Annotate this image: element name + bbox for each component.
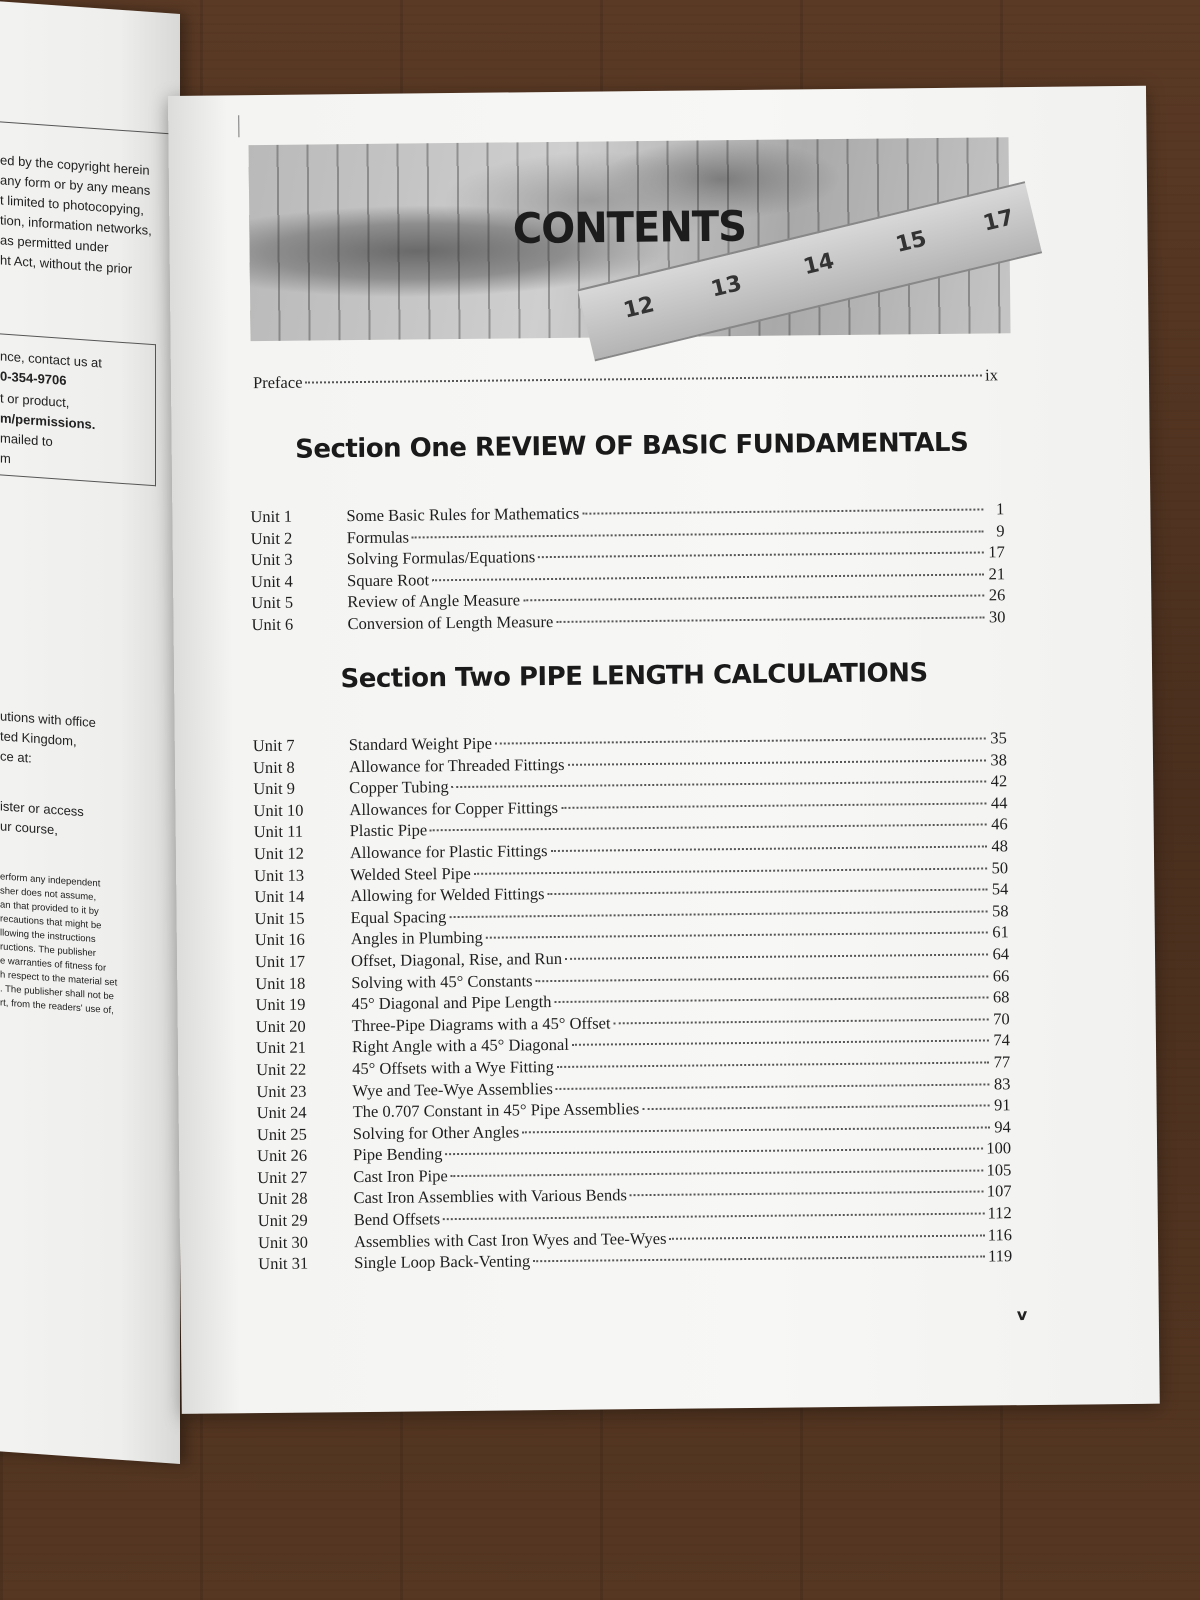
left-page-text: ister or access xyxy=(0,798,84,820)
left-page-text: t limited to photocopying, xyxy=(0,192,144,218)
tape-number: 14 xyxy=(801,248,837,281)
unit-number: Unit 25 xyxy=(256,1124,307,1144)
contents-banner xyxy=(249,137,1017,341)
dot-leader xyxy=(582,508,983,514)
unit-page: 46 xyxy=(991,814,1008,834)
preface-page: ix xyxy=(985,365,999,385)
dot-leader xyxy=(533,1256,985,1263)
unit-number: Unit 20 xyxy=(255,1016,306,1036)
unit-page: 50 xyxy=(991,857,1009,877)
dot-leader xyxy=(523,595,984,602)
left-page-text: nce, contact us at xyxy=(0,348,102,371)
unit-title: 45° Diagonal and Pipe Length xyxy=(351,992,552,1014)
left-page-text: . The publisher shall not be xyxy=(0,983,114,1003)
dot-leader xyxy=(556,1083,990,1090)
dot-leader xyxy=(630,1191,984,1197)
unit-page: 35 xyxy=(990,728,1007,748)
dot-leader xyxy=(412,530,984,538)
unit-title: Right Angle with a 45° Diagonal xyxy=(351,1035,570,1057)
dot-leader xyxy=(568,759,986,765)
unit-page: 66 xyxy=(992,965,1010,985)
unit-number: Unit 28 xyxy=(257,1189,308,1209)
unit-title: Angles in Plumbing xyxy=(350,928,483,949)
tape-number: 12 xyxy=(621,292,657,324)
dot-leader xyxy=(443,1213,985,1221)
unit-page: 48 xyxy=(991,836,1008,856)
unit-title: Bend Offsets xyxy=(353,1209,441,1230)
left-page-text: ted Kingdom, xyxy=(0,728,77,749)
left-page-text: as permitted under xyxy=(0,232,109,255)
unit-title: Pipe Bending xyxy=(352,1144,443,1165)
unit-title: Conversion of Length Measure xyxy=(347,611,554,634)
left-page-text: t or product, xyxy=(0,390,70,411)
unit-number: Unit 1 xyxy=(250,506,293,527)
unit-title: Standard Weight Pipe xyxy=(348,733,493,755)
unit-page: 107 xyxy=(986,1181,1012,1201)
dot-leader xyxy=(536,975,989,982)
dot-leader xyxy=(547,889,987,896)
unit-title: Solving for Other Angles xyxy=(352,1122,520,1143)
unit-page: 58 xyxy=(991,900,1009,921)
unit-title: Equal Spacing xyxy=(350,906,447,927)
unit-page: 38 xyxy=(990,749,1008,770)
unit-title: Wye and Tee-Wye Assemblies xyxy=(352,1078,553,1100)
left-page-text: mailed to xyxy=(0,430,53,450)
dot-leader xyxy=(452,781,987,789)
unit-title: Solving Formulas/Equations xyxy=(346,547,536,569)
dot-leader xyxy=(432,573,984,581)
left-page xyxy=(0,0,180,1464)
unit-page: 61 xyxy=(992,922,1009,942)
unit-number: Unit 2 xyxy=(250,528,293,548)
unit-number: Unit 16 xyxy=(254,929,305,950)
tape-number: 13 xyxy=(708,271,745,303)
unit-title: 45° Offsets with a Wye Fitting xyxy=(352,1056,554,1079)
unit-title: Allowing for Welded Fittings xyxy=(350,884,545,906)
dot-leader xyxy=(557,1061,989,1068)
unit-number: Unit 14 xyxy=(254,886,305,907)
unit-number: Unit 5 xyxy=(251,593,294,613)
left-page-text: erform any independent xyxy=(0,871,101,890)
left-page-text: m/permissions. xyxy=(0,410,96,433)
unit-page: 119 xyxy=(987,1246,1013,1266)
left-page-text: rt, from the readers' use of, xyxy=(0,997,114,1017)
unit-page: 42 xyxy=(990,771,1008,791)
unit-title: Cast Iron Assemblies with Various Bends xyxy=(353,1185,627,1208)
unit-page: 100 xyxy=(986,1138,1012,1158)
dot-leader xyxy=(572,1040,989,1046)
unit-page: 68 xyxy=(992,987,1010,1007)
unit-number: Unit 22 xyxy=(256,1059,307,1080)
left-page-text: e warranties of fitness for xyxy=(0,955,107,974)
tape-number: 15 xyxy=(893,226,929,258)
left-page-text: llowing the instructions xyxy=(0,927,96,946)
dot-leader xyxy=(642,1105,989,1111)
unit-page: 94 xyxy=(994,1116,1011,1137)
unit-title: Welded Steel Pipe xyxy=(350,863,471,884)
unit-title: Review of Angle Measure xyxy=(347,590,521,612)
dot-leader xyxy=(451,1169,984,1177)
unit-page: 17 xyxy=(988,542,1005,562)
unit-title: Cast Iron Pipe xyxy=(353,1166,448,1186)
dot-leader xyxy=(474,867,987,874)
unit-title: Copper Tubing xyxy=(349,777,449,798)
unit-page: 91 xyxy=(994,1095,1011,1115)
dot-leader xyxy=(561,802,986,808)
left-page-text: utions with office xyxy=(0,708,96,731)
unit-number: Unit 30 xyxy=(257,1232,309,1252)
dot-leader xyxy=(556,616,984,622)
unit-number: Unit 29 xyxy=(257,1210,308,1231)
crop-mark xyxy=(238,115,239,137)
dot-leader xyxy=(495,737,986,744)
divider-line xyxy=(0,120,180,135)
section-one-heading: Section One REVIEW OF BASIC FUNDAMENTALS xyxy=(294,427,969,465)
unit-number: Unit 23 xyxy=(256,1081,307,1101)
unit-page: 1 xyxy=(996,499,1005,519)
unit-number: Unit 9 xyxy=(253,778,296,799)
unit-title: Plastic Pipe xyxy=(349,820,428,841)
unit-page: 21 xyxy=(988,564,1006,584)
tape-number: 17 xyxy=(980,205,1017,237)
left-page-text: an that provided to it by xyxy=(0,899,99,918)
dot-leader xyxy=(430,824,987,832)
unit-number: Unit 15 xyxy=(254,908,305,928)
unit-page: 70 xyxy=(993,1008,1010,1029)
unit-title: Three-Pipe Diagrams with a 45° Offset xyxy=(351,1013,611,1035)
unit-number: Unit 3 xyxy=(250,549,293,570)
unit-number: Unit 18 xyxy=(255,973,306,993)
unit-page: 105 xyxy=(986,1160,1012,1180)
section-one-list xyxy=(250,499,1005,636)
unit-number: Unit 26 xyxy=(257,1145,308,1166)
unit-title: Allowance for Threaded Fittings xyxy=(348,754,565,776)
preface-entry xyxy=(253,365,998,393)
unit-page: 44 xyxy=(990,793,1008,813)
contents-title: CONTENTS xyxy=(512,202,747,254)
unit-page: 26 xyxy=(988,585,1006,605)
dot-leader xyxy=(613,1018,988,1024)
unit-title: Solving with 45° Constants xyxy=(351,970,533,992)
unit-page: 64 xyxy=(992,944,1010,964)
dot-leader xyxy=(550,845,986,852)
unit-page: 83 xyxy=(993,1073,1011,1093)
left-page-text: m xyxy=(0,450,11,467)
unit-number: Unit 4 xyxy=(250,571,293,591)
unit-number: Unit 19 xyxy=(255,994,306,1015)
dot-leader xyxy=(445,1148,983,1156)
contents-page xyxy=(168,86,1160,1414)
unit-title: Single Loop Back-Venting xyxy=(354,1251,531,1273)
unit-title: Allowance for Plastic Fittings xyxy=(349,841,548,863)
left-page-text: any form or by any means xyxy=(0,172,151,198)
unit-title: Assemblies with Cast Iron Wyes and Tee-Wyes xyxy=(353,1228,667,1251)
page-number: v xyxy=(1016,1305,1028,1325)
unit-number: Unit 11 xyxy=(253,822,304,842)
unit-page: 74 xyxy=(993,1030,1011,1050)
left-page-text: ce at: xyxy=(0,748,32,766)
unit-page: 30 xyxy=(988,607,1006,627)
unit-number: Unit 17 xyxy=(254,951,306,972)
left-page-text: recautions that might be xyxy=(0,913,102,932)
unit-number: Unit 31 xyxy=(258,1253,309,1274)
section-two-list xyxy=(253,728,1013,1276)
unit-page: 77 xyxy=(993,1052,1011,1072)
unit-number: Unit 21 xyxy=(255,1037,307,1058)
dot-leader xyxy=(486,932,988,939)
left-page-text: ur course, xyxy=(0,818,58,838)
dot-leader xyxy=(538,552,984,559)
unit-title: The 0.707 Constant in 45° Pipe Assemblies xyxy=(352,1099,640,1122)
left-page-text: sher does not assume, xyxy=(0,885,97,904)
left-page-text: h respect to the material set xyxy=(0,969,118,989)
unit-page: 112 xyxy=(987,1203,1012,1223)
unit-title: Allowances for Copper Fittings xyxy=(349,797,559,819)
unit-title: Formulas xyxy=(346,527,410,547)
unit-number: Unit 24 xyxy=(256,1102,307,1123)
unit-number: Unit 13 xyxy=(254,865,305,885)
dot-leader xyxy=(449,910,987,918)
left-page-text: ed by the copyright herein xyxy=(0,152,150,178)
unit-page: 9 xyxy=(996,520,1005,540)
left-page-text: 0-354-9706 xyxy=(0,368,67,389)
unit-page: 116 xyxy=(987,1224,1013,1245)
dot-leader xyxy=(554,997,988,1004)
left-page-text: ructions. The publisher xyxy=(0,941,96,960)
dot-leader xyxy=(522,1126,990,1133)
unit-title: Some Basic Rules for Mathematics xyxy=(346,503,580,526)
dot-leader xyxy=(305,374,982,383)
section-two-heading: Section Two PIPE LENGTH CALCULATIONS xyxy=(340,658,928,695)
unit-number: Unit 12 xyxy=(253,843,305,864)
unit-number: Unit 8 xyxy=(252,757,295,777)
left-page-text: tion, information networks, xyxy=(0,212,152,239)
unit-number: Unit 6 xyxy=(251,614,294,635)
unit-number: Unit 10 xyxy=(253,800,304,820)
unit-number: Unit 27 xyxy=(257,1167,308,1187)
unit-title: Offset, Diagonal, Rise, and Run xyxy=(350,948,563,971)
dot-leader xyxy=(565,953,988,959)
unit-title: Square Root xyxy=(346,570,430,590)
preface-title: Preface xyxy=(252,372,303,393)
unit-page: 54 xyxy=(991,879,1009,899)
left-page-text: ht Act, without the prior xyxy=(0,252,133,277)
unit-number: Unit 7 xyxy=(252,735,295,756)
dot-leader xyxy=(669,1234,984,1239)
